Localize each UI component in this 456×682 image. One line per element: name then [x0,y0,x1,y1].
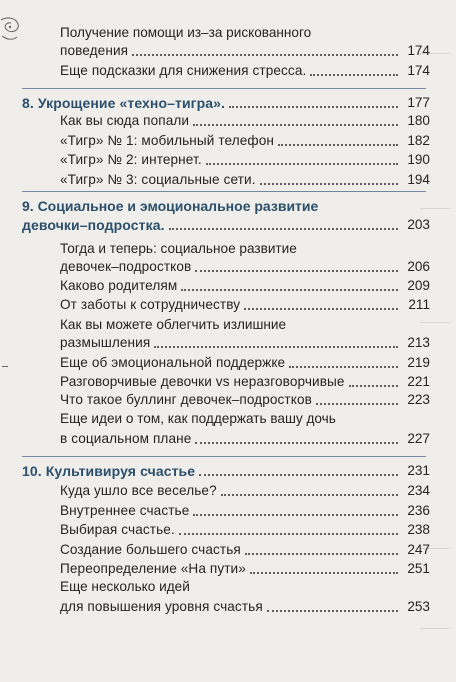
toc-entry-line: Еще идеи о том, как поддержать вашу дочь [60,411,336,426]
dot-leader [154,346,398,348]
dot-leader [250,572,398,574]
page-number: 238 [407,522,430,537]
dot-leader [267,610,398,612]
toc-entry-title: От заботы к сотрудничеству [60,297,241,312]
toc-entry-title: «Тигр» № 2: интернет. [60,152,202,167]
dot-leader [221,494,398,496]
bleed-through-line [420,322,450,323]
page-number: 227 [407,431,430,446]
page-number: 253 [407,599,430,614]
toc-entry-title: Еще подсказки для снижения стресса. [60,63,307,78]
page-number: 223 [407,392,430,407]
dot-leader [278,144,398,146]
page-number: 174 [407,43,430,58]
toc-entry-title: Разговорчивые девочки vs неразговорчивые [60,374,345,389]
dot-leader [206,163,398,165]
dot-leader [310,74,398,76]
toc-entry [60,258,430,276]
chapter-separator [22,88,426,89]
toc-entry [60,430,430,448]
toc-entry-line: Тогда и теперь: социальное развитие [60,241,297,256]
page-number: 231 [407,463,430,478]
dot-leader [169,228,398,230]
toc-entry-title: для повышения уровня счастья [60,599,263,614]
page-number: 211 [408,297,430,312]
toc-entry-title: Куда ушло все веселье? [60,483,217,498]
toc-entry [60,296,430,314]
page-number: 247 [407,542,430,557]
dot-leader [260,183,398,185]
page-number: 236 [407,503,430,518]
toc-chapter [22,462,430,480]
toc-entry-line: Как вы можете облегчить излишние [60,317,287,332]
toc-chapter [22,216,430,234]
toc-entry [60,373,430,391]
page-number: 182 [407,133,430,148]
toc-entry-title: Как вы сюда попали [60,113,190,128]
toc-chapter-title: девочки–подростка. [22,217,165,233]
dot-leader [195,270,398,272]
toc-entry [60,277,430,295]
toc-entry [60,334,430,352]
toc-chapter-title: 10. Культивируя счастье [22,463,196,479]
page-number: 219 [407,355,430,370]
toc-entry [60,171,430,189]
dot-leader [193,124,398,126]
page-number: 203 [407,217,430,232]
toc-entry [60,598,430,616]
chapter-separator [22,191,426,192]
toc-entry-title: «Тигр» № 1: мобильный телефон [60,133,274,148]
toc-entry-title: Внутреннее счастье [60,503,190,518]
page-number: 190 [407,152,430,167]
page-number: 234 [407,483,430,498]
toc-entry [60,521,430,539]
toc-entry-title: девочек–подростков [60,259,192,274]
toc-entry [60,391,430,409]
toc-entry-line: Получение помощи из–за рискованного [60,25,312,40]
dot-leader [349,385,398,387]
page-number: 221 [407,374,430,389]
dot-leader [195,442,398,444]
toc-entry-line: Еще несколько идей [60,579,190,594]
page-number: 174 [407,63,430,78]
toc-entry [60,560,430,578]
page-number: 213 [407,335,430,350]
bleed-through-line [420,628,450,629]
toc-entry-title: «Тигр» № 3: социальные сети. [60,172,256,187]
toc-chapter-title: 8. Укрощение «техно–тигра». [22,95,226,111]
dot-leader [132,54,398,56]
toc-entry-title: Еще об эмоциональной поддержке [60,355,286,370]
dot-leader [289,366,398,368]
toc-entry [60,132,430,150]
dot-leader [229,106,398,108]
toc-entry [60,62,430,80]
dot-leader [193,514,398,516]
dot-leader [179,533,398,535]
page-number: 177 [407,95,430,110]
dot-leader [181,289,398,291]
page-number: 206 [407,259,430,274]
page-number: 194 [407,172,430,187]
page-number: 251 [407,561,430,576]
page-number: 180 [407,113,430,128]
toc-entry [60,354,430,372]
toc-entry-title: Что такое буллинг девочек–подростков [60,392,312,407]
toc-chapter-line: 9. Социальное и эмоциональное развитие [22,198,319,214]
toc-entry [60,151,430,169]
page-number: 209 [407,278,430,293]
corner-doodle-icon [0,14,26,44]
bleed-through-line [420,208,450,209]
toc-entry-title: в социальном плане [60,431,192,446]
dot-leader [199,474,398,476]
toc-entry-title: размышления [60,335,151,350]
toc-entry-title: Каково родителям [60,278,178,293]
dot-leader [316,403,398,405]
dot-leader [244,308,398,310]
dot-leader [245,553,398,555]
toc-entry [60,112,430,130]
toc-chapter [22,94,430,112]
toc-entry-title: Создание большего счастья [60,542,241,557]
toc-entry [60,541,430,559]
toc-entry [60,42,430,60]
toc-entry-title: Выбирая счастье. [60,522,175,537]
toc-entry [60,502,430,520]
toc-entry [60,482,430,500]
toc-entry-title: Переопределение «На пути» [60,561,246,576]
margin-tick [2,366,8,367]
toc-entry-title: поведения [60,43,129,58]
chapter-separator [22,456,426,457]
